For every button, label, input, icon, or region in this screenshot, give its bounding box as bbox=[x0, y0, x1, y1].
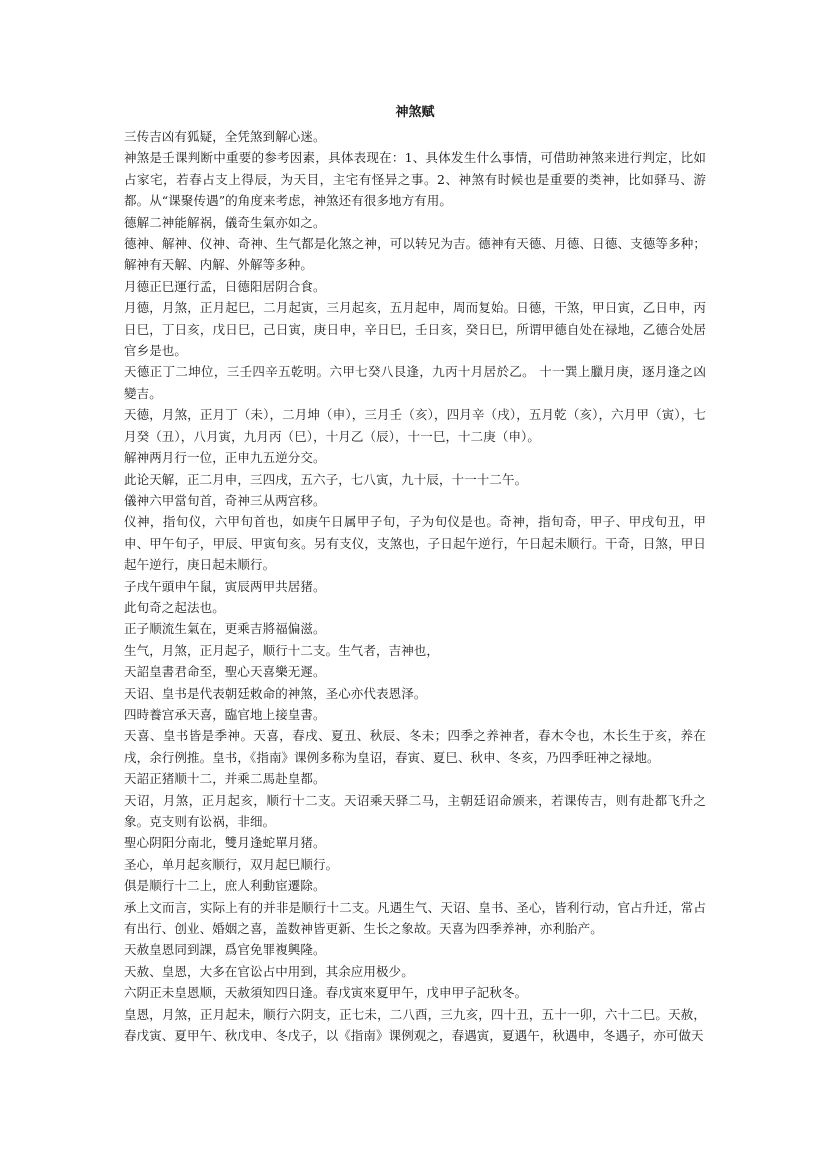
paragraph: 子戌午頭申午鼠，寅辰两甲共居猪。 bbox=[124, 578, 326, 594]
document-title: 神煞赋 bbox=[395, 105, 435, 120]
paragraph: 此旬奇之起法也。 bbox=[124, 599, 225, 615]
document-page bbox=[124, 100, 706, 1046]
paragraph: 天诏、皇书是代表朝廷敕命的神煞，圣心亦代表恩泽。 bbox=[124, 685, 427, 701]
paragraph: 天詔正猪顺十二，并乘二馬赴皇都。 bbox=[124, 771, 326, 787]
paragraph: 聖心阴阳分南北，雙月逢蛇單月猪。 bbox=[124, 835, 326, 851]
paragraph: 天喜、皇书皆是季神。天喜，春戌、夏丑、秋辰、冬未；四季之养神者，春木令也，木长生于亥，养在戌，余行例推。皇书，《指南》课例多称为皇诏，春寅、夏巳、秋申、冬亥，乃四季旺神之禄地。 bbox=[124, 728, 706, 765]
paragraph: 月德，月煞，正月起巳，二月起寅，三月起亥，五月起申，周而复始。日德，干煞，甲日寅，乙日申，丙日巳，丁日亥，戊日巳，己日寅，庚日申，辛日巳，壬日亥，癸日巳，所谓甲德自处在禄地，乙德合处居官乡是也。 bbox=[124, 300, 706, 359]
paragraph: 天赦、皇恩，大多在官讼占中用到，其余应用极少。 bbox=[124, 963, 414, 979]
paragraph: 月德正巳運行孟，日德阳居阴合食。 bbox=[124, 278, 326, 294]
paragraph: 圣心，单月起亥顺行，双月起巳顺行。 bbox=[124, 856, 339, 872]
paragraph: 六阴正未皇恩顺，天赦須知四日逢。春戊寅來夏甲午，戊申甲子記秋冬。 bbox=[124, 985, 528, 1001]
paragraph: 天詔皇書君命至，聖心天喜樂无遲。 bbox=[124, 664, 326, 680]
paragraph: 德神、解神、仪神、奇神、生气都是化煞之神，可以转兄为吉。德神有天德、月德、日德、支德等多种；解神有天解、内解、外解等多种。 bbox=[124, 236, 706, 273]
paragraph: 承上文而言，实际上有的并非是顺行十二支。凡遇生气、天诏、皇书、圣心，皆利行动，官占升迁，常占有出行、创业、婚姻之喜，盖数神皆更新、生长之象故。天喜为四季养神，亦利胎产。 bbox=[124, 899, 706, 937]
paragraph: 皇恩，月煞，正月起未，顺行六阴支，正七未，二八酉，三九亥，四十丑，五十一卯，六十二巳。天赦，春戊寅、夏甲午、秋戊申、冬戊子，以《指南》课例观之，春遇寅，夏遇午，秋遇申，冬遇子，亦可做天 bbox=[124, 1006, 706, 1044]
paragraph: 仪神，指旬仪，六甲旬首也，如庚午日属甲子旬，子为旬仪是也。奇神，指旬奇，甲子、甲戌旬丑，甲申、甲午旬子，甲辰、甲寅旬亥。另有支仪，支煞也，子日起午逆行，午日起未顺行。干奇，日煞，甲日起午逆行，庚日起未顺行。 bbox=[124, 514, 706, 573]
paragraph: 俱是顺行十二上，庶人利動宦遷除。 bbox=[124, 878, 326, 894]
paragraph: 生气，月煞，正月起子，顺行十二支。生气者，吉神也， bbox=[124, 642, 440, 658]
paragraph: 此论天解，正二月申，三四戌，五六子，七八寅，九十辰，十一十二午。 bbox=[124, 471, 528, 487]
paragraph: 神煞是壬课判断中重要的参考因素，具体表现在：1、具体发生什么事情，可借助神煞来进行判定，比如占家宅，若春占支上得辰，为天目，主宅有怪异之事。2、神煞有时候也是重要的类神，比如驿马、游都。从“课聚传遇”的角度来考虑，神煞还有很多地方有用。 bbox=[124, 150, 706, 209]
paragraph: 天德正丁二坤位，三壬四辛五乾明。六甲七癸八艮逢，九丙十月居於乙。 十一巽上臘月庚，逐月逢之凶變吉。 bbox=[124, 364, 706, 401]
paragraph: 天德，月煞，正月丁（未），二月坤（申），三月壬（亥），四月辛（戌），五月乾（亥），六月甲（寅），七月癸（丑），八月寅，九月丙（巳），十月乙（辰），十一巳，十二庚（申）。 bbox=[124, 407, 706, 444]
document-body bbox=[124, 126, 706, 1046]
paragraph: 四時養宫承天喜，臨官地上接皇書。 bbox=[124, 706, 326, 722]
paragraph: 三传吉凶有狐疑，全凭煞到解心迷。 bbox=[124, 129, 326, 144]
paragraph: 正子顺流生氣在，更乘吉將福偏滋。 bbox=[124, 621, 326, 637]
paragraph: 儀神六甲當旬首，奇神三从两宫移。 bbox=[124, 492, 326, 508]
paragraph: 德解二神能解祸，儀奇生氣亦如之。 bbox=[124, 214, 326, 230]
paragraph: 天赦皇恩同到課，爲官免罪複興隆。 bbox=[124, 942, 326, 958]
paragraph: 解神两月行一位，正申九五逆分交。 bbox=[124, 450, 326, 466]
paragraph: 天诏，月煞，正月起亥，顺行十二支。天诏乘天驿二马，主朝廷诏命颁来，若课传吉，则有赴都飞升之象。克支则有讼祸，非细。 bbox=[124, 792, 706, 829]
